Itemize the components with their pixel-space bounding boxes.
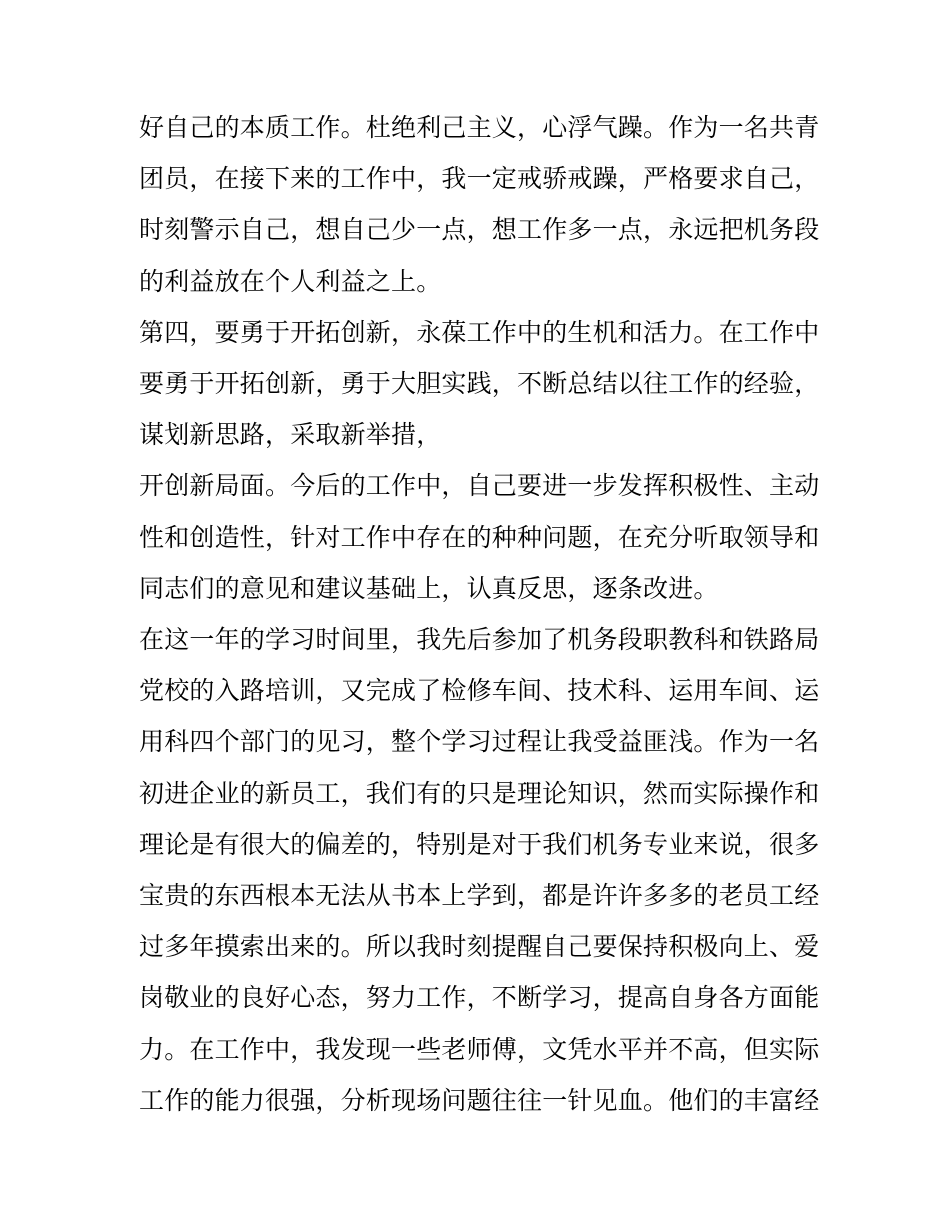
text-line: 岗敬业的良好心态，努力工作，不断学习，提高自身各方面能 [139, 983, 819, 1013]
text-line: 团员，在接下来的工作中，我一定戒骄戒躁，严格要求自己， [139, 164, 819, 194]
text-line: 党校的入路培训，又完成了检修车间、技术科、运用车间、运 [139, 676, 819, 706]
text-line: 初进企业的新员工，我们有的只是理论知识，然而实际操作和 [139, 778, 819, 808]
text-line: 理论是有很大的偏差的，特别是对于我们机务专业来说，很多 [139, 829, 819, 859]
text-line: 宝贵的东西根本无法从书本上学到，都是许许多多的老员工经 [139, 881, 819, 911]
text-line: 的利益放在个人利益之上。 [139, 266, 442, 296]
text-line: 性和创造性，针对工作中存在的种种问题，在充分听取领导和 [139, 522, 819, 552]
text-line: 谋划新思路，采取新举措， [139, 420, 442, 450]
text-line: 时刻警示自己，想自己少一点，想工作多一点，永远把机务段 [139, 215, 819, 245]
text-line: 同志们的意见和建议基础上，认真反思，逐条改进。 [139, 573, 719, 603]
text-line: 工作的能力很强，分析现场问题往往一针见血。他们的丰富经 [139, 1085, 819, 1115]
text-line: 过多年摸索出来的。所以我时刻提醒自己要保持积极向上、爱 [139, 932, 819, 962]
text-line: 用科四个部门的见习，整个学习过程让我受益匪浅。作为一名 [139, 727, 819, 757]
text-line: 力。在工作中，我发现一些老师傅，文凭水平并不高，但实际 [139, 1034, 819, 1064]
text-line: 好自己的本质工作。杜绝利己主义，心浮气躁。作为一名共青 [139, 113, 819, 142]
text-line: 要勇于开拓创新，勇于大胆实践，不断总结以往工作的经验， [139, 369, 819, 399]
text-line: 第四，要勇于开拓创新，永葆工作中的生机和活力。在工作中 [139, 317, 819, 347]
text-line: 开创新局面。今后的工作中，自己要进一步发挥积极性、主动 [139, 471, 819, 501]
document-body [139, 102, 819, 1126]
text-line: 在这一年的学习时间里，我先后参加了机务段职教科和铁路局 [139, 625, 819, 655]
